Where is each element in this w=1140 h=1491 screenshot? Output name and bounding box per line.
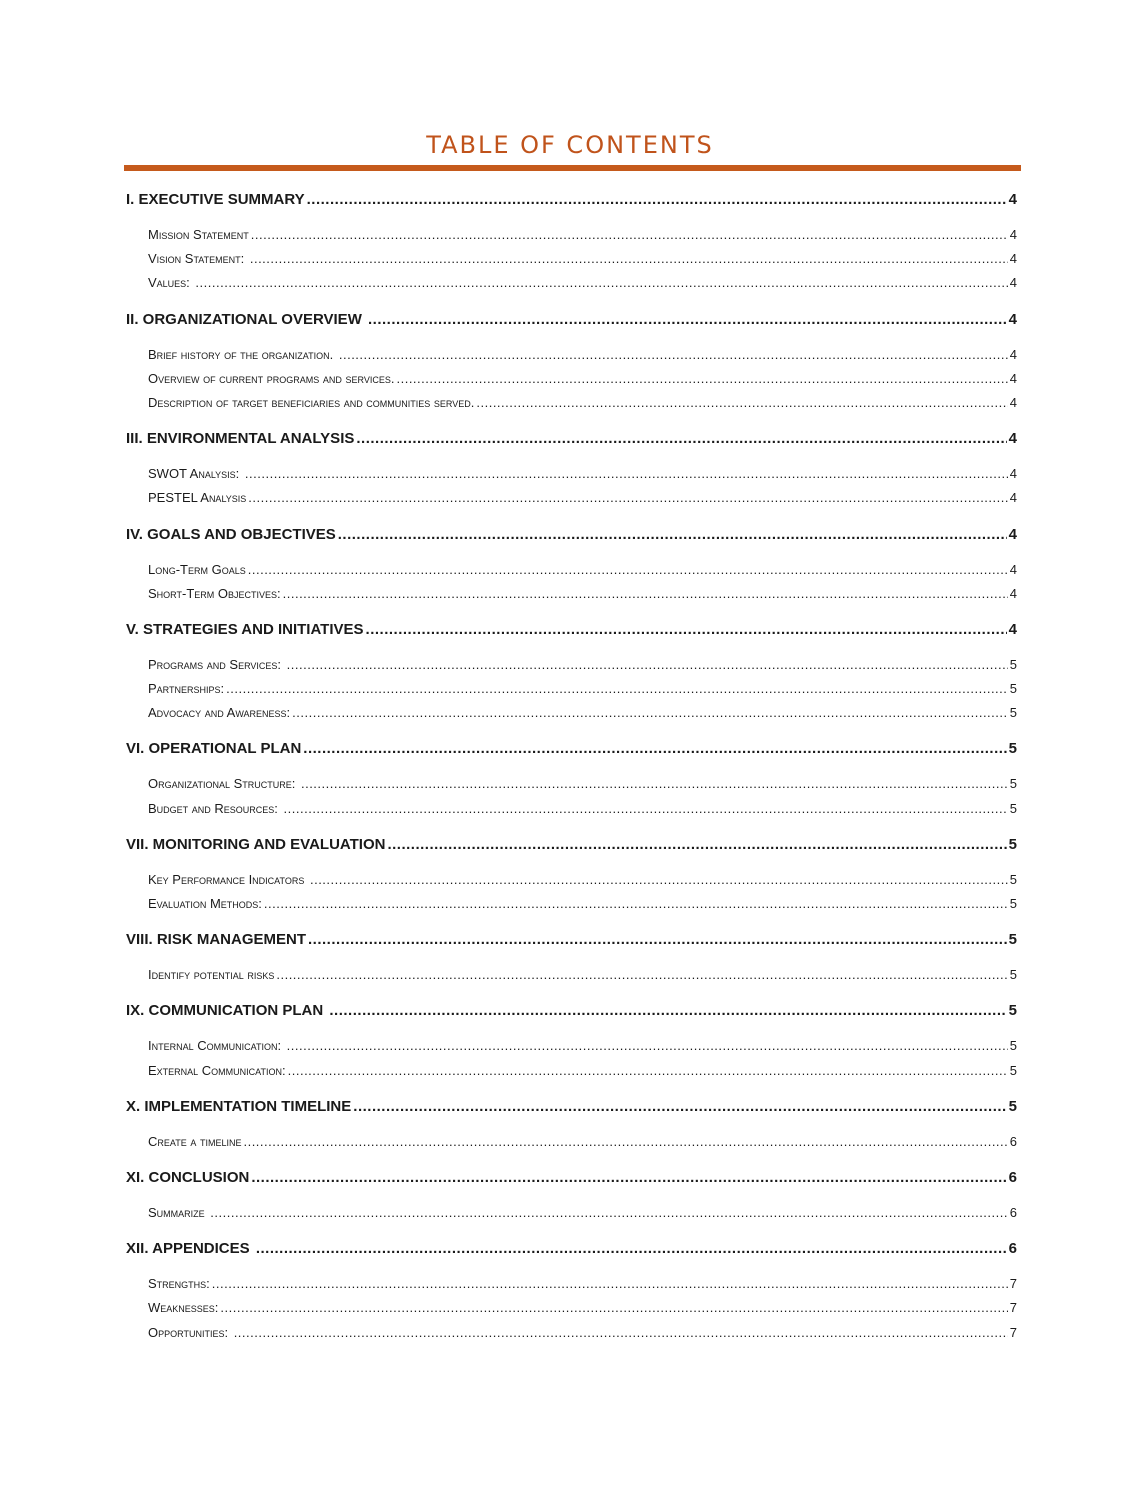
toc-heading-page-number: 5	[1008, 835, 1017, 853]
toc-subentry[interactable]	[126, 653, 1017, 677]
toc-heading-label: XI. CONCLUSION	[126, 1168, 250, 1186]
toc-subentry-page-number: 7	[1009, 1300, 1017, 1316]
toc-heading-page-number: 5	[1008, 931, 1017, 949]
toc-heading-entry[interactable]	[126, 188, 1017, 212]
toc-heading-entry[interactable]	[126, 1095, 1017, 1119]
dot-leader	[264, 892, 1008, 916]
dot-leader	[250, 247, 1008, 271]
toc-subentry-page-number: 5	[1009, 705, 1017, 721]
toc-subentry-label: Partnerships:	[148, 681, 225, 697]
toc-subentry[interactable]	[126, 223, 1017, 247]
dot-leader	[283, 582, 1008, 606]
toc-subentry-list	[126, 642, 1017, 738]
toc-subentry[interactable]	[126, 582, 1017, 606]
toc-subentry[interactable]	[126, 1130, 1017, 1154]
dot-leader	[353, 1095, 1006, 1119]
toc-subentry-label: Strengths:	[148, 1276, 210, 1292]
toc-subentry-label: Internal Communication:	[148, 1038, 285, 1054]
dot-leader	[476, 391, 1007, 415]
dot-leader	[308, 928, 1007, 952]
toc-subentry-label: Vision Statement:	[148, 251, 248, 267]
toc-heading-label: X. IMPLEMENTATION TIMELINE	[126, 1097, 352, 1115]
toc-subentry-page-number: 7	[1009, 1324, 1017, 1340]
toc-subentry-label: Mission Statement	[148, 227, 249, 242]
toc-subentry-label: Programs and Services:	[148, 656, 285, 672]
toc-subentry[interactable]	[126, 247, 1017, 271]
toc-subentry-list	[126, 1119, 1017, 1166]
toc-subentry-list	[126, 1190, 1017, 1237]
toc-subentry-page-number: 5	[1009, 1062, 1017, 1078]
toc-heading-entry[interactable]	[126, 737, 1017, 761]
toc-heading-entry[interactable]	[126, 928, 1017, 952]
toc-section	[126, 1095, 1017, 1166]
toc-section	[126, 999, 1017, 1094]
toc-heading-page-number: 5	[1008, 1097, 1017, 1115]
toc-subentry-label: PESTEL Analysis	[148, 490, 247, 506]
toc-subentry-list	[126, 451, 1017, 522]
dot-leader	[248, 486, 1007, 510]
toc-subentry-page-number: 4	[1009, 275, 1017, 291]
toc-subentry[interactable]	[126, 701, 1017, 725]
toc-subentry[interactable]	[126, 486, 1017, 510]
toc-heading-entry[interactable]	[126, 833, 1017, 857]
toc-subentry-list	[126, 761, 1017, 832]
toc-subentry-page-number: 4	[1009, 466, 1017, 482]
dot-leader	[212, 1272, 1008, 1296]
toc-section	[126, 523, 1017, 618]
toc-heading-page-number: 6	[1008, 1240, 1017, 1258]
toc-heading-label: VII. MONITORING AND EVALUATION	[126, 835, 386, 853]
toc-subentry-page-number: 7	[1009, 1276, 1017, 1292]
dot-leader	[288, 1059, 1008, 1083]
toc-subentry-label: Identify potential risks	[148, 967, 275, 983]
dot-leader	[310, 868, 1008, 892]
toc-heading-label: IV. GOALS AND OBJECTIVES	[126, 525, 336, 543]
toc-subentry-label: Create a timeline	[148, 1133, 242, 1149]
toc-subentry[interactable]	[126, 963, 1017, 987]
toc-subentry-label: Long-Term Goals	[148, 561, 246, 577]
dot-leader	[387, 833, 1006, 857]
dot-leader	[251, 1166, 1006, 1190]
toc-subentry[interactable]	[126, 772, 1017, 796]
toc-subentry-page-number: 5	[1009, 776, 1017, 792]
toc-subentry[interactable]	[126, 391, 1017, 415]
dot-leader	[329, 999, 1006, 1023]
toc-subentry-label: Key Performance Indicators	[148, 871, 308, 887]
toc-subentry-page-number: 4	[1009, 394, 1017, 410]
toc-heading-page-number: 5	[1008, 740, 1017, 758]
dot-leader	[195, 271, 1007, 295]
toc-subentry-label: Brief history of the organization.	[148, 346, 337, 362]
toc-subentry-page-number: 5	[1009, 656, 1017, 672]
toc-subentry-page-number: 5	[1009, 1038, 1017, 1054]
toc-subentry-label: Evaluation Methods:	[148, 896, 262, 911]
toc-subentry-label: Short-Term Objectives:	[148, 585, 281, 601]
toc-heading-page-number: 4	[1008, 620, 1017, 638]
toc-subentry-page-number: 4	[1009, 227, 1017, 242]
dot-leader	[210, 1201, 1007, 1225]
dot-leader	[248, 558, 1008, 582]
toc-section	[126, 308, 1017, 428]
toc-subentry-page-number: 5	[1009, 967, 1017, 983]
toc-subentry[interactable]	[126, 1034, 1017, 1058]
dot-leader	[220, 1296, 1007, 1320]
toc-subentry[interactable]	[126, 892, 1017, 916]
toc-subentry-list	[126, 547, 1017, 618]
toc-subentry[interactable]	[126, 367, 1017, 391]
toc-heading-entry[interactable]	[126, 1166, 1017, 1190]
toc-subentry-page-number: 5	[1009, 871, 1017, 887]
toc-subentry[interactable]	[126, 1272, 1017, 1296]
dot-leader	[307, 188, 1007, 212]
toc-heading-page-number: 4	[1008, 525, 1017, 543]
toc-subentry-list	[126, 952, 1017, 999]
toc-subentry-label: Budget and Resources:	[148, 800, 282, 816]
toc-section	[126, 737, 1017, 832]
toc-subentry-list	[126, 857, 1017, 928]
toc-section	[126, 618, 1017, 738]
toc-subentry-page-number: 5	[1009, 681, 1017, 697]
toc-subentry-page-number: 5	[1009, 800, 1017, 816]
toc-heading-page-number: 5	[1008, 1002, 1017, 1020]
toc-subentry[interactable]	[126, 1321, 1017, 1345]
toc-subentry-page-number: 4	[1009, 346, 1017, 362]
toc-subentry-label: SWOT Analysis:	[148, 466, 243, 482]
dot-leader	[256, 1237, 1007, 1261]
dot-leader	[301, 772, 1008, 796]
toc-subentry-page-number: 4	[1009, 561, 1017, 577]
toc-heading-entry[interactable]	[126, 618, 1017, 642]
toc-subentry-label: Values:	[148, 275, 194, 291]
toc-subentry-label: Summarize	[148, 1204, 209, 1220]
toc-section	[126, 188, 1017, 308]
toc-heading-label: VIII. RISK MANAGEMENT	[126, 931, 307, 949]
dot-leader	[276, 963, 1007, 987]
toc-heading-label: I. EXECUTIVE SUMMARY	[126, 191, 305, 208]
toc-subentry-page-number: 4	[1009, 370, 1017, 386]
dot-leader	[396, 367, 1007, 391]
dot-leader	[284, 797, 1008, 821]
toc-heading-page-number: 4	[1008, 191, 1017, 208]
title-underline-rule	[124, 165, 1021, 171]
toc-subentry[interactable]	[126, 1296, 1017, 1320]
toc-heading-entry[interactable]	[126, 308, 1017, 332]
toc-subentry[interactable]	[126, 558, 1017, 582]
toc-subentry-list	[126, 1023, 1017, 1094]
toc-heading-label: II. ORGANIZATIONAL OVERVIEW	[126, 310, 367, 328]
toc-subentry-list	[126, 1261, 1017, 1357]
dot-leader	[243, 1130, 1007, 1154]
toc-heading-entry[interactable]	[126, 999, 1017, 1023]
toc-subentry-label: Weaknesses:	[148, 1300, 219, 1316]
toc-subentry-page-number: 4	[1009, 585, 1017, 601]
dot-leader	[234, 1321, 1008, 1345]
toc-heading-label: VI. OPERATIONAL PLAN	[126, 740, 302, 758]
toc-subentry-list	[126, 332, 1017, 428]
toc-subentry-page-number: 5	[1009, 896, 1017, 911]
dot-leader	[292, 701, 1008, 725]
toc-section	[126, 928, 1017, 999]
toc-section	[126, 1166, 1017, 1237]
toc-subentry-label: Opportunities:	[148, 1324, 232, 1340]
toc-subentry-label: Overview of current programs and services.	[148, 370, 395, 386]
toc-heading-label: IX. COMMUNICATION PLAN	[126, 1002, 328, 1020]
dot-leader	[251, 223, 1008, 247]
dot-leader	[287, 653, 1008, 677]
toc-heading-label: III. ENVIRONMENTAL ANALYSIS	[126, 430, 355, 448]
toc-heading-entry[interactable]	[126, 523, 1017, 547]
toc-heading-entry[interactable]	[126, 1237, 1017, 1261]
toc-heading-page-number: 4	[1008, 430, 1017, 448]
toc-subentry-label: Advocacy and Awareness:	[148, 705, 291, 721]
toc-heading-label: V. STRATEGIES AND INITIATIVES	[126, 620, 364, 638]
page-title: TABLE OF CONTENTS	[426, 131, 714, 159]
toc-subentry[interactable]	[126, 677, 1017, 701]
dot-leader	[287, 1034, 1008, 1058]
toc-section	[126, 427, 1017, 522]
toc-subentry[interactable]	[126, 462, 1017, 486]
toc-subentry-page-number: 4	[1009, 490, 1017, 506]
dot-leader	[303, 737, 1006, 761]
toc-subentry-label: Description of target beneficiaries and communities served.	[148, 394, 475, 410]
toc-subentry[interactable]	[126, 271, 1017, 295]
toc-heading-page-number: 4	[1008, 310, 1017, 328]
toc-subentry-page-number: 4	[1009, 251, 1017, 267]
toc-subentry[interactable]	[126, 868, 1017, 892]
table-of-contents	[126, 188, 1017, 1357]
toc-section	[126, 1237, 1017, 1357]
dot-leader	[226, 677, 1008, 701]
toc-subentry[interactable]	[126, 797, 1017, 821]
toc-heading-entry[interactable]	[126, 427, 1017, 451]
toc-subentry[interactable]	[126, 1059, 1017, 1083]
toc-subentry-label: External Communication:	[148, 1062, 286, 1078]
toc-heading-page-number: 6	[1008, 1168, 1017, 1186]
toc-subentry-page-number: 6	[1009, 1204, 1017, 1220]
dot-leader	[339, 343, 1008, 367]
toc-subentry-page-number: 6	[1009, 1133, 1017, 1149]
toc-subentry-list	[126, 212, 1017, 308]
dot-leader	[368, 308, 1007, 332]
toc-subentry[interactable]	[126, 343, 1017, 367]
toc-section	[126, 833, 1017, 928]
toc-subentry[interactable]	[126, 1201, 1017, 1225]
dot-leader	[366, 618, 1007, 642]
toc-heading-label: XII. APPENDICES	[126, 1240, 254, 1258]
dot-leader	[338, 523, 1007, 547]
toc-subentry-label: Organizational Structure:	[148, 776, 299, 792]
dot-leader	[245, 462, 1008, 486]
dot-leader	[356, 427, 1006, 451]
